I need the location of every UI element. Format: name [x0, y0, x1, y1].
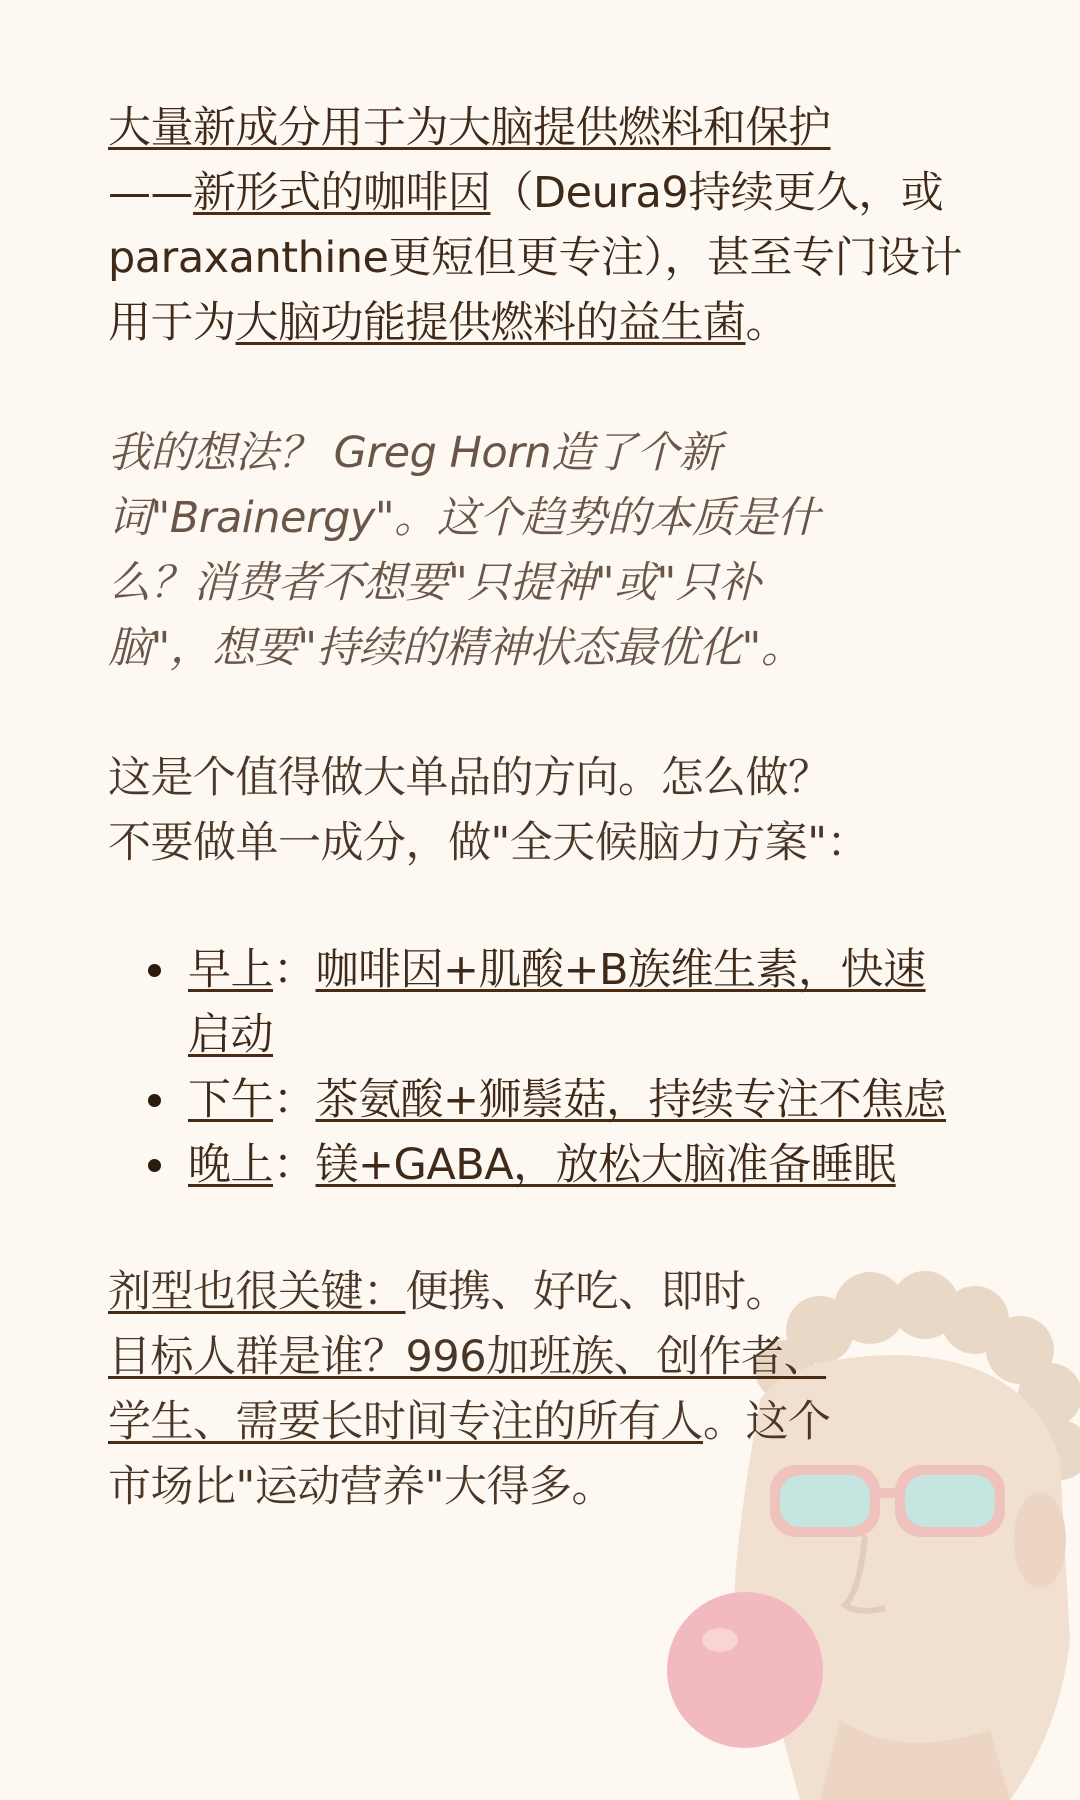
link-new-ingredients[interactable]: 大量新成分用于为大脑提供燃料和保护 [108, 103, 831, 153]
paren-text: （Deura9持续更久，或paraxanthine更短但更专注），甚至专门设计用于为 [108, 168, 962, 348]
paragraph-ingredients [108, 96, 968, 356]
period: 。 [745, 298, 788, 348]
afternoon-link[interactable]: 下午 [188, 1075, 273, 1125]
evening-link[interactable]: 晚上 [188, 1140, 273, 1190]
link-dosage-form[interactable]: 剂型也很关键： [108, 1267, 406, 1317]
paragraph-direction [108, 746, 968, 876]
evening-detail-link[interactable]: 镁+GABA，放松大脑准备睡眠 [315, 1140, 896, 1190]
separator: ： [273, 1075, 316, 1125]
paragraph-my-thoughts [108, 421, 828, 681]
morning-link[interactable]: 早上 [188, 945, 273, 995]
dash: —— [108, 168, 193, 218]
direction-line-1: 这是个值得做大单品的方向。怎么做？ [108, 753, 831, 803]
separator: ： [273, 945, 316, 995]
direction-line-2: 不要做单一成分，做"全天候脑力方案"： [108, 818, 870, 868]
link-brain-probiotic[interactable]: 大脑功能提供燃料的益生菌 [235, 298, 746, 348]
afternoon-detail-link[interactable]: 茶氨酸+狮鬃菇，持续专注不焦虑 [315, 1075, 947, 1125]
link-new-caffeine[interactable]: 新形式的咖啡因 [193, 168, 491, 218]
list-item-evening [188, 1133, 968, 1198]
form-rest: 便携、好吃、即时。 [405, 1267, 788, 1317]
link-target-audience[interactable]: 目标人群是谁？996加班族、创作者、学生、需要长时间专注的所有人 [108, 1332, 827, 1447]
separator: ： [273, 1140, 316, 1190]
bullet-icon [148, 1159, 161, 1172]
list-item-morning [188, 938, 968, 1068]
target-rest: 。这个市场比"运动营养"大得多。 [108, 1397, 831, 1512]
thoughts-text: 我的想法？ Greg Horn造了个新词"Brainergy"。这个趋势的本质是什么？消费者不想要"只提神"或"只补脑"，想要"持续的精神状态最优化"。 [108, 428, 820, 673]
daily-plan-list [108, 938, 968, 1198]
list-item-afternoon [188, 1068, 968, 1133]
paragraph-form-and-target [108, 1260, 848, 1520]
morning-detail-link[interactable]: 咖啡因+肌酸+B族维生素，快速启动 [188, 945, 926, 1060]
bullet-icon [148, 964, 161, 977]
bullet-icon [148, 1094, 161, 1107]
